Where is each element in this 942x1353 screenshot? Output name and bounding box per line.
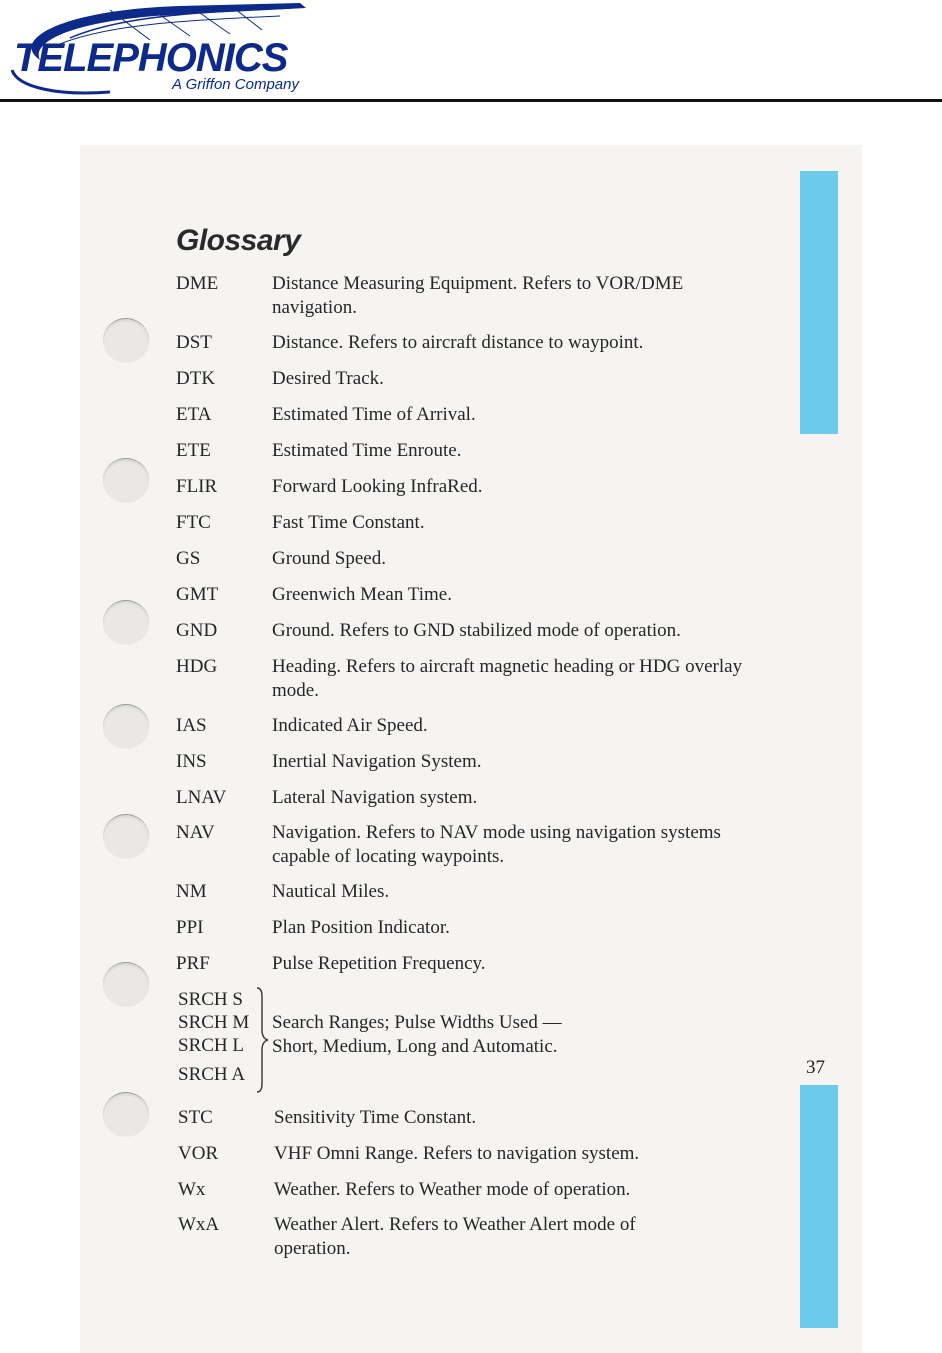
glossary-definition: Sensitivity Time Constant. (274, 1107, 477, 1128)
glossary-term: SRCH L (178, 1035, 244, 1056)
glossary-term: GMT (176, 584, 219, 605)
glossary-term: WxA (178, 1214, 220, 1235)
glossary-definition: Forward Looking InfraRed. (272, 476, 483, 497)
page-number: 37 (806, 1057, 825, 1078)
glossary-definition: Navigation. Refers to NAV mode using navigation systems capable of locating waypoints. (272, 822, 721, 867)
glossary-term: SRCH M (178, 1012, 250, 1033)
glossary-term: VOR (178, 1143, 219, 1164)
glossary-term: Wx (178, 1179, 206, 1200)
glossary-term: GND (176, 620, 218, 641)
index-tab-bottom (800, 1085, 838, 1328)
glossary-definition: Ground Speed. (272, 548, 386, 569)
glossary-definition: Search Ranges; Pulse Widths Used — (272, 1012, 562, 1033)
glossary-term: SRCH A (178, 1064, 246, 1085)
srch-term-group (178, 988, 249, 1092)
right-brace-icon (254, 986, 270, 1094)
scanned-page (80, 145, 862, 1353)
glossary-definition: Distance Measuring Equipment. Refers to VOR/DME navigation. (272, 273, 684, 318)
glossary-term: IAS (176, 715, 207, 736)
binder-hole (103, 458, 149, 503)
glossary-term: FLIR (176, 476, 218, 497)
glossary-term: PRF (176, 953, 210, 974)
telephonics-logo (0, 0, 370, 100)
glossary-term: FTC (176, 512, 211, 533)
glossary-term: DTK (176, 368, 216, 389)
glossary-definition: Lateral Navigation system. (272, 787, 478, 808)
glossary-term: DST (176, 332, 212, 353)
binder-hole (103, 600, 149, 645)
glossary-term: NAV (176, 822, 215, 843)
glossary-term: PPI (176, 917, 204, 938)
page-header (0, 0, 942, 104)
glossary-term: HDG (176, 656, 218, 677)
glossary-term: ETE (176, 440, 211, 461)
index-tab-top (800, 171, 838, 434)
binder-hole (103, 1092, 149, 1137)
binder-hole (103, 318, 149, 363)
glossary-definition: Distance. Refers to aircraft distance to waypoint. (272, 332, 644, 353)
glossary-term: LNAV (176, 787, 227, 808)
logo-tagline: A Griffon Company (172, 76, 299, 93)
glossary-term: INS (176, 751, 207, 772)
glossary-term: DME (176, 273, 219, 294)
glossary-definition: Pulse Repetition Frequency. (272, 953, 486, 974)
glossary-definition: Inertial Navigation System. (272, 751, 482, 772)
binder-hole (103, 962, 149, 1007)
glossary-definition: Heading. Refers to aircraft magnetic heading or HDG overlay mode. (272, 656, 743, 701)
binder-hole (103, 704, 149, 749)
glossary-definition: Weather. Refers to Weather mode of operation. (274, 1179, 631, 1200)
glossary-definition: Plan Position Indicator. (272, 917, 450, 938)
logo-wordmark: TELEPHONICS (14, 36, 288, 80)
glossary-definition: Desired Track. (272, 368, 384, 389)
glossary-term: NM (176, 881, 207, 902)
glossary-definition: Estimated Time Enroute. (272, 440, 462, 461)
page-title: Glossary (176, 224, 301, 257)
glossary-definition: Greenwich Mean Time. (272, 584, 452, 605)
glossary-definition: Nautical Miles. (272, 881, 390, 902)
glossary-definition: VHF Omni Range. Refers to navigation system. (274, 1143, 640, 1164)
glossary-definition: Indicated Air Speed. (272, 715, 428, 736)
glossary-definition: Ground. Refers to GND stabilized mode of operation. (272, 620, 681, 641)
glossary-term: GS (176, 548, 201, 569)
glossary-definition: Fast Time Constant. (272, 512, 425, 533)
glossary-term: STC (178, 1107, 213, 1128)
header-rule (0, 99, 942, 102)
binder-hole (103, 814, 149, 859)
glossary-definition: Short, Medium, Long and Automatic. (272, 1036, 558, 1057)
glossary-definition: Weather Alert. Refers to Weather Alert mode of operation. (274, 1214, 636, 1259)
glossary-term: ETA (176, 404, 212, 425)
glossary-term: SRCH S (178, 989, 243, 1010)
glossary-definition: Estimated Time of Arrival. (272, 404, 476, 425)
